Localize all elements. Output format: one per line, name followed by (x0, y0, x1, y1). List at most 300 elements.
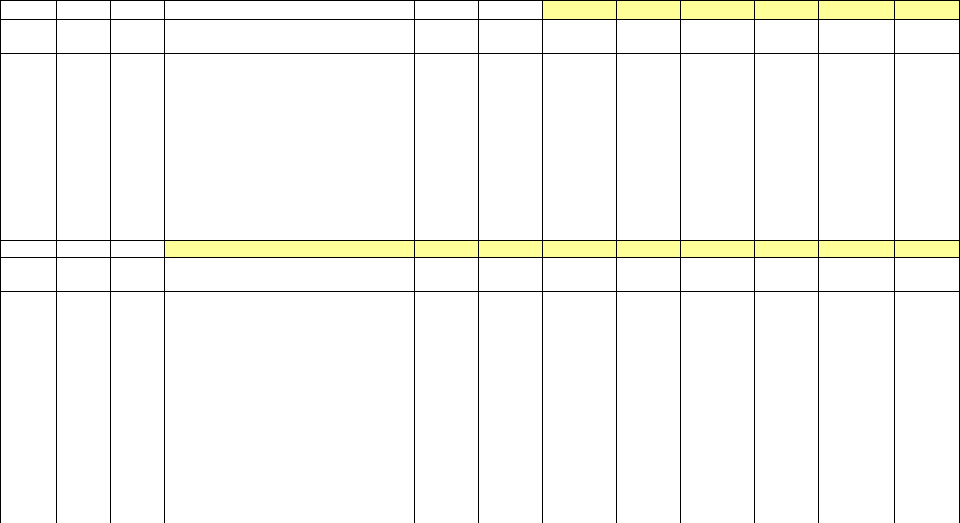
routine-header-year2-amount (680, 19, 754, 36)
periodic-header-year3-qty (894, 257, 960, 274)
periodic-row-activity (56, 461, 110, 478)
routine-row-year3-qty (894, 172, 960, 189)
periodic-row-year1-amount (542, 376, 616, 393)
routine-row-activity (56, 87, 110, 104)
periodic-header-year1-qty (616, 274, 680, 291)
periodic-row-year2-amount (680, 342, 754, 359)
periodic-row-year3-amount (818, 308, 894, 325)
subtotal-year3 (818, 240, 894, 257)
routine-header-year1-amount (542, 36, 616, 53)
routine-header-year1-qty (616, 19, 680, 36)
periodic-row-year1-amount (542, 444, 616, 461)
periodic-row-year3-qty (894, 291, 960, 308)
periodic-row-year3-amount (818, 376, 894, 393)
periodic-row-description (164, 478, 414, 495)
periodic-row-type (110, 291, 164, 308)
routine-row-year3-qty (894, 223, 960, 240)
periodic-row-year1-amount (542, 359, 616, 376)
routine-row-slk (478, 172, 542, 189)
periodic-row-activity (56, 393, 110, 410)
periodic-row-year2-amount (680, 427, 754, 444)
routine-row-type (110, 121, 164, 138)
periodic-row-cat-no (0, 359, 56, 376)
periodic-row-year2-qty (754, 291, 818, 308)
routine-row-year2-qty (754, 87, 818, 104)
routine-row-year1-amount (542, 70, 616, 87)
periodic-row-year3-amount (818, 478, 894, 495)
routine-row-year3-qty (894, 138, 960, 155)
routine-row-year1-qty (616, 104, 680, 121)
periodic-row-type (110, 308, 164, 325)
periodic-row-year3-qty (894, 410, 960, 427)
routine-row-year2-amount (680, 223, 754, 240)
routine-header-year1-qty (616, 36, 680, 53)
routine-header-year3-amount (818, 19, 894, 36)
routine-header-year2-qty (754, 19, 818, 36)
routine-row-cat-no (0, 87, 56, 104)
periodic-header-year3-amount (818, 274, 894, 291)
periodic-row-slk (478, 410, 542, 427)
routine-row-year1-qty (616, 121, 680, 138)
routine-row-activity (56, 206, 110, 223)
periodic-row-year2-amount (680, 444, 754, 461)
periodic-header-cat-no (0, 274, 56, 291)
periodic-row-year2-qty (754, 444, 818, 461)
periodic-row-year3-amount (818, 291, 894, 308)
periodic-row-description (164, 308, 414, 325)
periodic-row-year2-qty (754, 325, 818, 342)
routine-header-year2-qty (754, 36, 818, 53)
routine-row-type (110, 172, 164, 189)
periodic-header-year1-qty (616, 257, 680, 274)
periodic-row-year2-qty (754, 393, 818, 410)
link-road-label (0, 0, 110, 19)
routine-row-type (110, 138, 164, 155)
road-name (542, 0, 960, 19)
routine-row-year3-amount (818, 138, 894, 155)
periodic-header-year3-qty (894, 274, 960, 291)
routine-row-year2-amount (680, 155, 754, 172)
routine-header-description (164, 19, 414, 36)
routine-row-year3-amount (818, 172, 894, 189)
periodic-row-year2-amount (680, 393, 754, 410)
column-divider (414, 0, 415, 523)
periodic-row-year3-qty (894, 342, 960, 359)
routine-header-slk (478, 36, 542, 53)
periodic-row-year1-amount (542, 495, 616, 512)
periodic-header-slk (478, 274, 542, 291)
periodic-row-activity (56, 376, 110, 393)
periodic-header-type (110, 257, 164, 274)
periodic-row-year2-amount (680, 359, 754, 376)
routine-header-activity (56, 36, 110, 53)
routine-row-slk (478, 104, 542, 121)
routine-header-year3-qty (894, 19, 960, 36)
periodic-header-activity (56, 274, 110, 291)
periodic-row-cat-no (0, 461, 56, 478)
routine-row-unit (414, 104, 478, 121)
routine-row-year1-amount (542, 206, 616, 223)
periodic-row-year2-amount (680, 495, 754, 512)
periodic-row-year1-qty (616, 342, 680, 359)
routine-row-activity (56, 121, 110, 138)
routine-row-year2-amount (680, 189, 754, 206)
gridline (0, 240, 960, 241)
periodic-header-year2-amount (680, 274, 754, 291)
routine-row-slk (478, 206, 542, 223)
routine-row-year2-amount (680, 70, 754, 87)
routine-row-year3-qty (894, 87, 960, 104)
periodic-row-year1-amount (542, 427, 616, 444)
routine-row-type (110, 206, 164, 223)
periodic-row-year2-qty (754, 495, 818, 512)
periodic-row-year3-qty (894, 427, 960, 444)
periodic-row-type (110, 427, 164, 444)
routine-row-description (164, 87, 414, 104)
periodic-row-year3-amount (818, 325, 894, 342)
periodic-row-type (110, 359, 164, 376)
routine-row-year3-amount (818, 223, 894, 240)
periodic-row-description (164, 495, 414, 512)
subtotal-year1 (542, 240, 616, 257)
periodic-row-year2-amount (680, 291, 754, 308)
periodic-row-unit (414, 410, 478, 427)
routine-row-year2-qty (754, 104, 818, 121)
routine-row-year3-amount (818, 104, 894, 121)
periodic-row-year2-amount (680, 461, 754, 478)
routine-row-description (164, 104, 414, 121)
routine-row-description (164, 70, 414, 87)
routine-row-year1-amount (542, 223, 616, 240)
routine-row-cat-no (0, 104, 56, 121)
routine-row-unit (414, 70, 478, 87)
routine-row-year1-qty (616, 223, 680, 240)
periodic-row-unit (414, 444, 478, 461)
periodic-row-cat-no (0, 308, 56, 325)
periodic-row-description (164, 427, 414, 444)
routine-row-year3-amount (818, 121, 894, 138)
routine-row-slk (478, 87, 542, 104)
periodic-row-year3-qty (894, 478, 960, 495)
periodic-row-year3-qty (894, 444, 960, 461)
periodic-row-slk (478, 308, 542, 325)
periodic-row-year1-amount (542, 478, 616, 495)
routine-row-slk (478, 223, 542, 240)
periodic-row-year3-qty (894, 376, 960, 393)
periodic-row-description (164, 342, 414, 359)
routine-row-year2-amount (680, 53, 754, 70)
routine-row-year3-qty (894, 104, 960, 121)
routine-row-year2-amount (680, 206, 754, 223)
routine-row-year1-amount (542, 138, 616, 155)
routine-row-slk (478, 155, 542, 172)
routine-row-unit (414, 121, 478, 138)
periodic-row-description (164, 291, 414, 308)
routine-row-year1-amount (542, 155, 616, 172)
routine-row-cat-no (0, 53, 56, 70)
routine-row-year2-amount (680, 172, 754, 189)
periodic-header-type (110, 274, 164, 291)
subtotal-fill (616, 240, 680, 257)
routine-row-description (164, 155, 414, 172)
routine-row-activity (56, 70, 110, 87)
periodic-row-description (164, 376, 414, 393)
routine-row-year1-qty (616, 189, 680, 206)
periodic-row-unit (414, 308, 478, 325)
periodic-row-description (164, 325, 414, 342)
periodic-row-activity (56, 495, 110, 512)
periodic-row-year3-amount (818, 359, 894, 376)
routine-row-unit (414, 155, 478, 172)
periodic-row-year1-qty (616, 444, 680, 461)
periodic-header-year2-qty (754, 274, 818, 291)
periodic-row-year2-amount (680, 478, 754, 495)
gridline (0, 19, 960, 20)
routine-row-year3-amount (818, 155, 894, 172)
periodic-row-cat-no (0, 410, 56, 427)
subtotal-label (164, 240, 542, 257)
periodic-row-cat-no (0, 376, 56, 393)
routine-row-cat-no (0, 121, 56, 138)
periodic-row-activity (56, 291, 110, 308)
gridline (0, 291, 960, 292)
routine-header-activity (56, 19, 110, 36)
periodic-row-type (110, 495, 164, 512)
subtotal-fill (754, 240, 818, 257)
routine-row-year2-qty (754, 70, 818, 87)
column-divider (616, 0, 617, 523)
periodic-row-year3-amount (818, 461, 894, 478)
routine-row-slk (478, 121, 542, 138)
periodic-row-cat-no (0, 495, 56, 512)
periodic-row-cat-no (0, 393, 56, 410)
periodic-row-description (164, 461, 414, 478)
periodic-row-year3-amount (818, 342, 894, 359)
periodic-row-year1-qty (616, 393, 680, 410)
periodic-row-cat-no (0, 291, 56, 308)
routine-row-year3-amount (818, 70, 894, 87)
routine-header-cat-no (0, 36, 56, 53)
periodic-row-year1-qty (616, 410, 680, 427)
periodic-row-year2-qty (754, 461, 818, 478)
periodic-row-activity (56, 478, 110, 495)
routine-row-year1-amount (542, 172, 616, 189)
routine-header-type (110, 36, 164, 53)
periodic-row-year1-amount (542, 393, 616, 410)
periodic-row-year2-amount (680, 410, 754, 427)
column-divider (754, 0, 755, 523)
periodic-row-unit (414, 325, 478, 342)
routine-header-year3-amount (818, 36, 894, 53)
routine-row-slk (478, 189, 542, 206)
periodic-row-slk (478, 427, 542, 444)
periodic-header-year2-qty (754, 257, 818, 274)
periodic-row-year3-amount (818, 427, 894, 444)
periodic-row-unit (414, 291, 478, 308)
periodic-row-activity (56, 410, 110, 427)
routine-row-year2-amount (680, 121, 754, 138)
column-divider (164, 0, 165, 523)
routine-row-year1-amount (542, 121, 616, 138)
routine-row-activity (56, 155, 110, 172)
column-divider (818, 0, 819, 523)
routine-row-unit (414, 87, 478, 104)
periodic-header-cat-no (0, 257, 56, 274)
periodic-row-activity (56, 427, 110, 444)
routine-row-type (110, 189, 164, 206)
periodic-row-year2-qty (754, 427, 818, 444)
periodic-row-year1-qty (616, 461, 680, 478)
periodic-row-type (110, 325, 164, 342)
routine-row-year1-qty (616, 70, 680, 87)
routine-row-activity (56, 53, 110, 70)
routine-row-description (164, 189, 414, 206)
routine-row-year3-amount (818, 206, 894, 223)
periodic-row-unit (414, 495, 478, 512)
periodic-row-description (164, 393, 414, 410)
periodic-row-year2-amount (680, 325, 754, 342)
column-divider (0, 0, 1, 523)
periodic-row-year3-qty (894, 393, 960, 410)
periodic-row-activity (56, 325, 110, 342)
periodic-row-type (110, 478, 164, 495)
routine-row-year1-amount (542, 104, 616, 121)
periodic-row-description (164, 359, 414, 376)
periodic-row-unit (414, 359, 478, 376)
periodic-row-slk (478, 393, 542, 410)
periodic-header-year3-amount (818, 257, 894, 274)
periodic-row-type (110, 444, 164, 461)
periodic-row-year3-qty (894, 359, 960, 376)
periodic-row-year3-qty (894, 461, 960, 478)
routine-row-unit (414, 138, 478, 155)
periodic-row-slk (478, 342, 542, 359)
periodic-row-description (164, 444, 414, 461)
routine-row-description (164, 206, 414, 223)
routine-row-year2-qty (754, 155, 818, 172)
periodic-row-cat-no (0, 427, 56, 444)
routine-row-year2-qty (754, 138, 818, 155)
periodic-row-year2-qty (754, 376, 818, 393)
routine-row-year2-qty (754, 121, 818, 138)
column-divider (894, 0, 895, 523)
routine-row-year1-qty (616, 155, 680, 172)
routine-row-unit (414, 172, 478, 189)
periodic-header-description (164, 274, 414, 291)
routine-row-unit (414, 53, 478, 70)
routine-row-year1-qty (616, 206, 680, 223)
routine-header-slk (478, 19, 542, 36)
column-divider (478, 0, 479, 523)
routine-row-cat-no (0, 138, 56, 155)
routine-row-year1-qty (616, 53, 680, 70)
periodic-row-slk (478, 359, 542, 376)
routine-row-year2-qty (754, 206, 818, 223)
routine-row-year3-amount (818, 189, 894, 206)
periodic-header-slk (478, 257, 542, 274)
periodic-row-description (164, 410, 414, 427)
routine-row-year3-qty (894, 70, 960, 87)
routine-row-year1-qty (616, 87, 680, 104)
routine-row-year1-amount (542, 87, 616, 104)
periodic-row-year1-qty (616, 376, 680, 393)
periodic-row-year2-qty (754, 359, 818, 376)
periodic-row-year3-amount (818, 393, 894, 410)
routine-header-unit (414, 36, 478, 53)
routine-row-type (110, 70, 164, 87)
routine-row-year2-qty (754, 189, 818, 206)
periodic-row-cat-no (0, 325, 56, 342)
routine-row-year3-amount (818, 87, 894, 104)
routine-header-type (110, 19, 164, 36)
routine-row-type (110, 155, 164, 172)
routine-row-year2-amount (680, 87, 754, 104)
periodic-row-year1-amount (542, 325, 616, 342)
periodic-row-unit (414, 478, 478, 495)
routine-row-cat-no (0, 223, 56, 240)
periodic-row-year1-qty (616, 308, 680, 325)
routine-row-activity (56, 172, 110, 189)
routine-row-slk (478, 70, 542, 87)
periodic-row-slk (478, 291, 542, 308)
periodic-row-slk (478, 376, 542, 393)
periodic-row-year1-amount (542, 410, 616, 427)
routine-row-cat-no (0, 189, 56, 206)
routine-row-year2-qty (754, 172, 818, 189)
routine-row-description (164, 223, 414, 240)
routine-header-unit (414, 19, 478, 36)
periodic-row-year2-qty (754, 308, 818, 325)
periodic-row-year1-qty (616, 291, 680, 308)
periodic-row-year1-amount (542, 461, 616, 478)
routine-row-description (164, 172, 414, 189)
routine-row-activity (56, 104, 110, 121)
periodic-row-year1-amount (542, 342, 616, 359)
periodic-row-unit (414, 461, 478, 478)
periodic-row-year2-qty (754, 342, 818, 359)
periodic-row-type (110, 393, 164, 410)
routine-header-year1-amount (542, 19, 616, 36)
periodic-row-slk (478, 495, 542, 512)
periodic-row-cat-no (0, 444, 56, 461)
routine-header-year2-amount (680, 36, 754, 53)
column-divider (680, 0, 681, 523)
periodic-row-year2-qty (754, 410, 818, 427)
periodic-header-year1-amount (542, 274, 616, 291)
periodic-row-slk (478, 325, 542, 342)
routine-row-description (164, 138, 414, 155)
column-divider (542, 0, 543, 523)
periodic-row-unit (414, 393, 478, 410)
routine-row-year3-qty (894, 206, 960, 223)
periodic-row-year3-qty (894, 325, 960, 342)
routine-row-type (110, 223, 164, 240)
subtotal-fill (894, 240, 960, 257)
periodic-row-type (110, 410, 164, 427)
periodic-row-slk (478, 478, 542, 495)
routine-row-type (110, 87, 164, 104)
periodic-header-unit (414, 274, 478, 291)
periodic-row-slk (478, 461, 542, 478)
periodic-row-type (110, 376, 164, 393)
routine-row-cat-no (0, 155, 56, 172)
routine-row-cat-no (0, 172, 56, 189)
periodic-row-year1-qty (616, 359, 680, 376)
periodic-row-year1-qty (616, 325, 680, 342)
routine-row-year1-qty (616, 172, 680, 189)
periodic-row-type (110, 342, 164, 359)
routine-row-year3-qty (894, 53, 960, 70)
